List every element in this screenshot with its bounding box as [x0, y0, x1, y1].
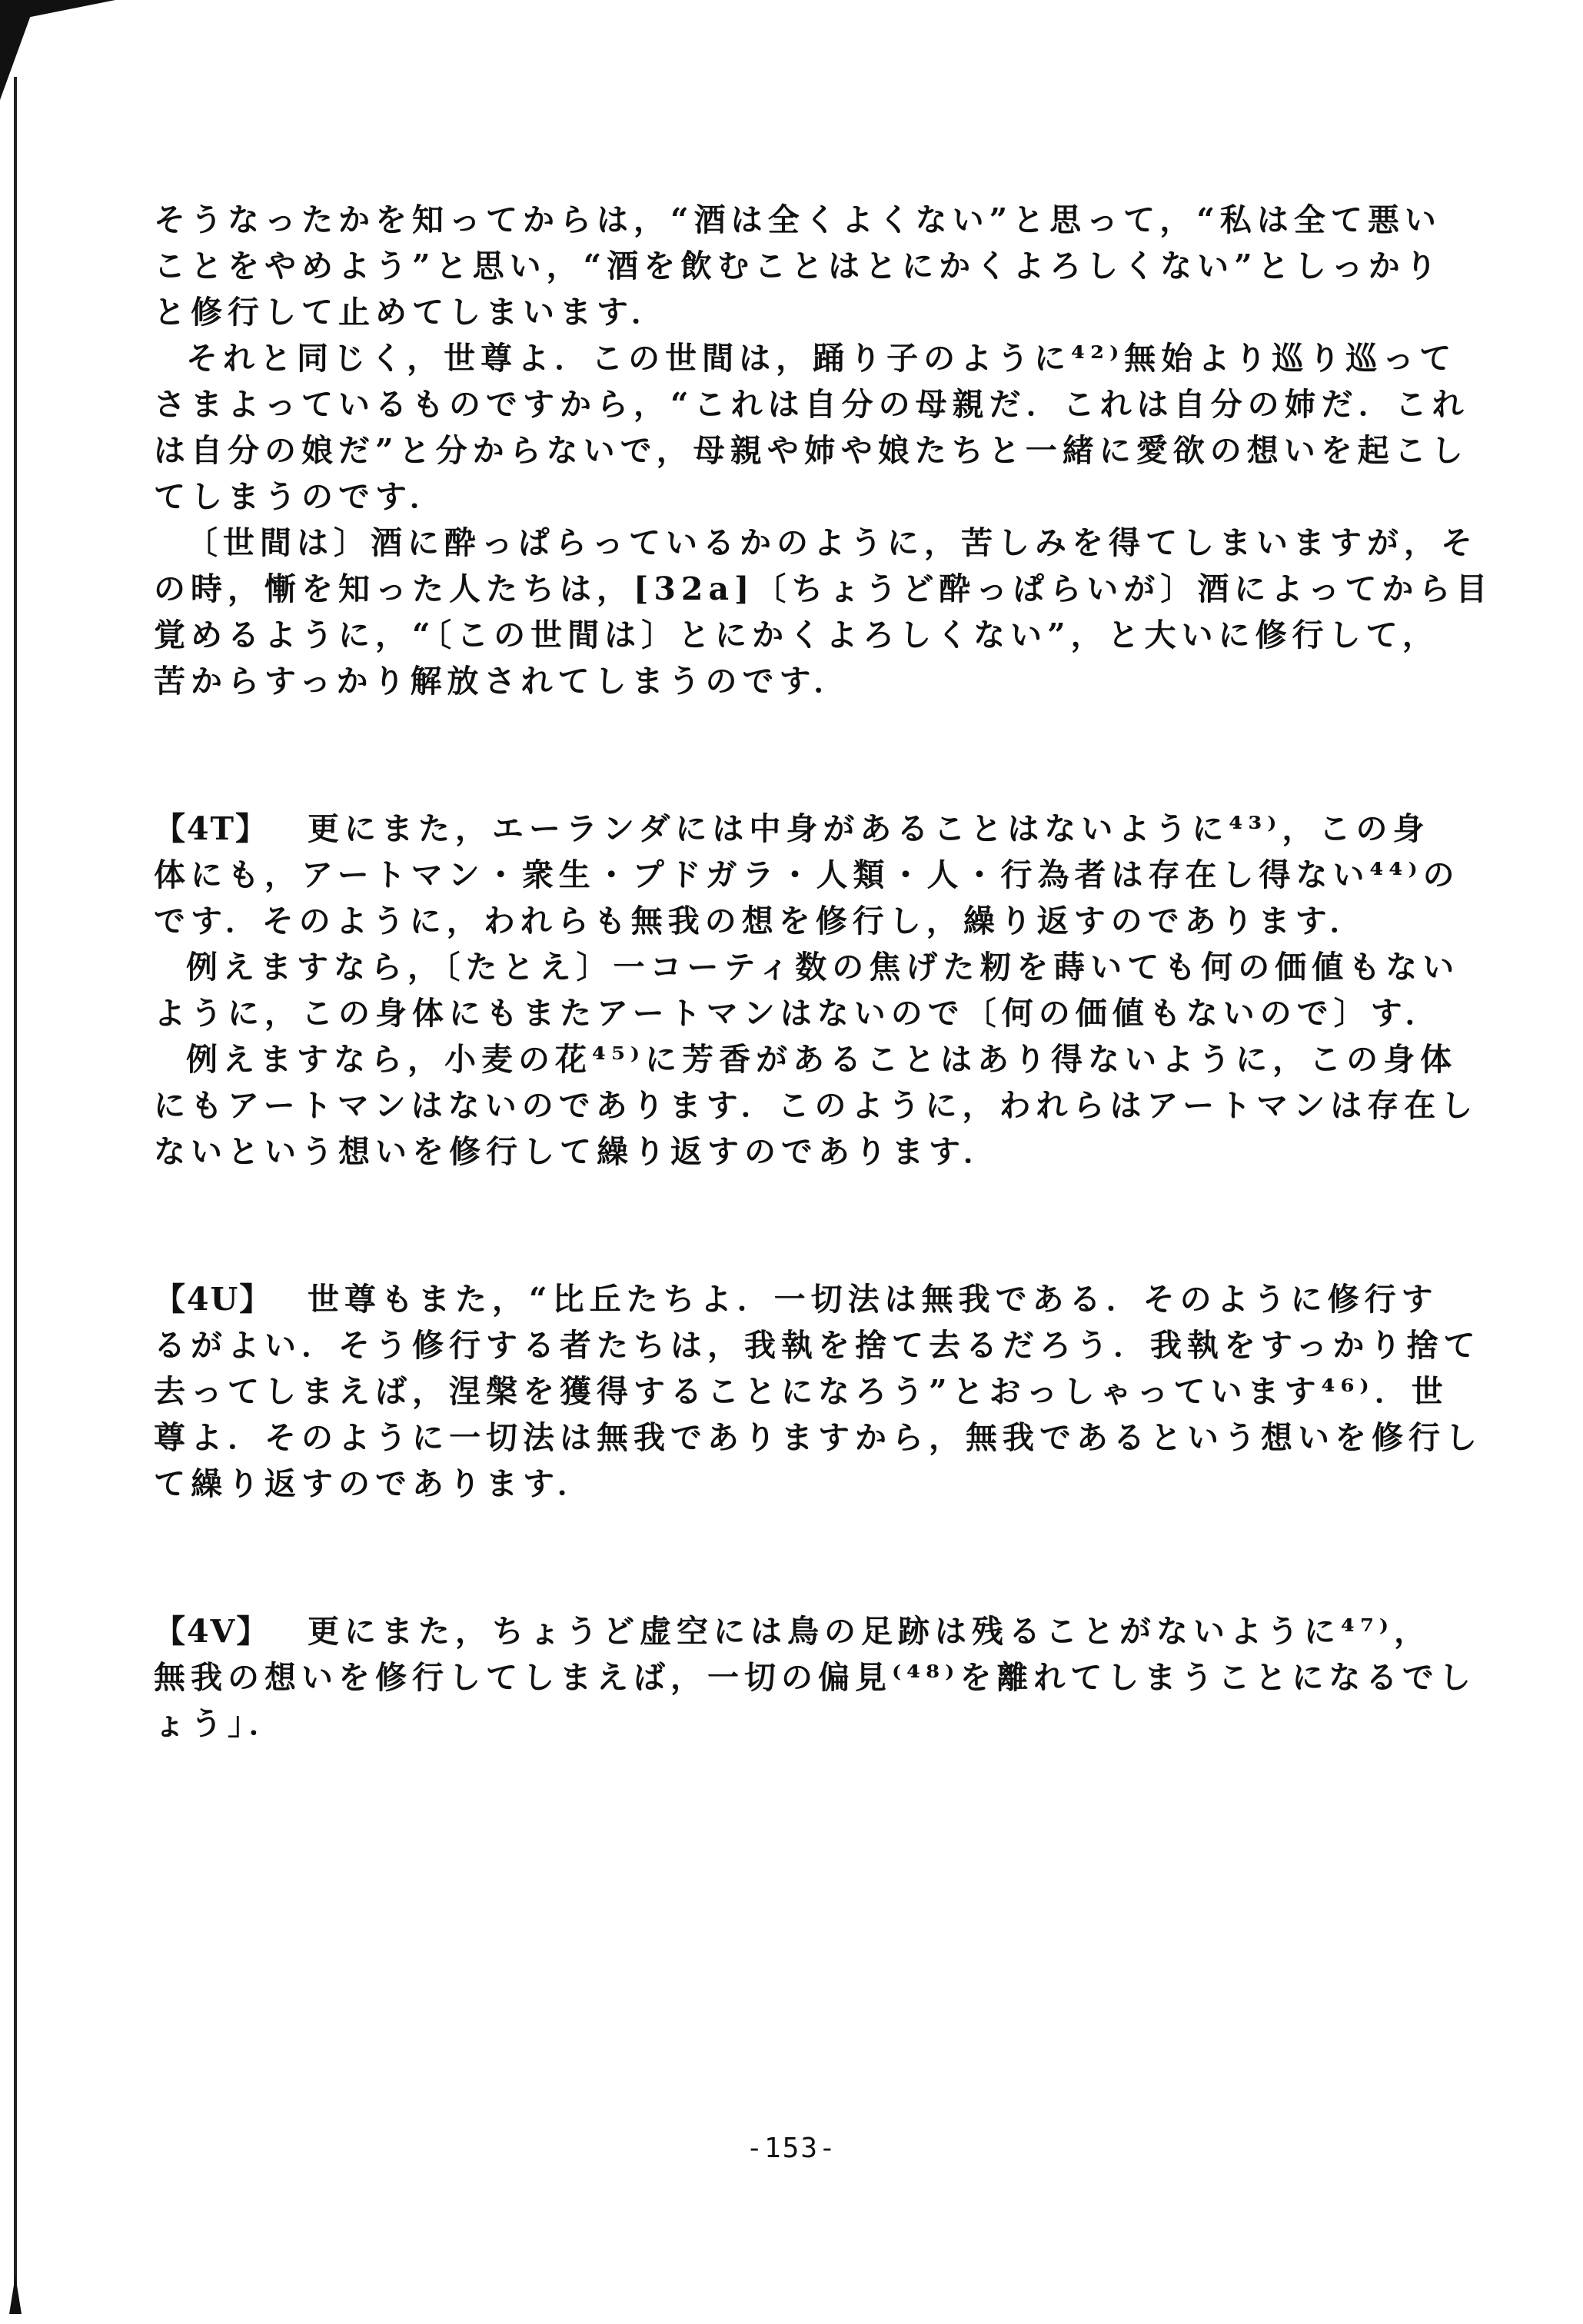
text-line: 更にまた，エーランダには中身があることはないように⁴³⁾，この身 — [308, 810, 1430, 847]
text-line: 去ってしまえば，涅槃を獲得することになろう”とおっしゃっています⁴⁶⁾．世 — [154, 1373, 1448, 1410]
text-line: 更にまた，ちょうど虚空には鳥の足跡は残ることがないように⁴⁷⁾， — [308, 1613, 1432, 1650]
text-line: 〔世間は〕酒に酔っぱらっているかのように，苦しみを得てしまいますが，そ — [186, 524, 1478, 561]
text-line: にもアートマンはないのであります．このように，われらはアートマンは存在し — [154, 1087, 1478, 1124]
text-line: てしまうのです． — [154, 478, 447, 515]
text-line: 覚めるように，“〔この世間は〕とにかくよろしくない”，と大いに修行して， — [154, 617, 1439, 653]
text-line: は自分の娘だ”と分からないで，母親や姉や娘たちと一緒に愛欲の想いを起こし — [154, 432, 1468, 469]
text-line: と修行して止めてしまいます． — [154, 294, 668, 331]
text-line: それと同じく，世尊よ．この世間は，踊り子のように⁴²⁾無始より巡り巡って — [186, 340, 1457, 377]
section-gap — [154, 1508, 1338, 1610]
text-line: さまよっているものですから，“これは自分の母親だ．これは自分の姉だ．これ — [154, 386, 1469, 423]
body-text — [154, 198, 1493, 1748]
section-label-4v: 【4V】 — [154, 1613, 270, 1650]
text-line: 体にも，アートマン・衆生・プドガラ・人類・人・行為者は存在し得ない⁴⁴⁾の — [154, 856, 1460, 893]
binding-edge-bottom — [9, 2276, 22, 2314]
text-line: 無我の想いを修行してしまえば，一切の偏見⁽⁴⁸⁾を離れてしまうことになるでし — [154, 1659, 1476, 1696]
section-4v-first-line — [154, 1610, 1432, 1656]
text-line: ように，この身体にもまたアートマンはないので〔何の価値もないので〕す． — [154, 995, 1442, 1032]
section-4t-first-line — [154, 807, 1430, 853]
text-line: 例えますなら，〔たとえ〕一コーティ数の焦げた籾を蒔いても何の価値もない — [186, 949, 1460, 986]
text-line: 尊よ．そのように一切法は無我でありますから，無我であるという想いを修行し — [154, 1419, 1482, 1456]
section-4u-first-line — [154, 1278, 1438, 1324]
text-line: ないという想いを修行して繰り返すのであります． — [154, 1133, 1000, 1170]
section-gap — [154, 706, 1338, 807]
text-line: 苦からすっかり解放されてしまうのです． — [154, 663, 851, 700]
text-line: ょう」． — [154, 1705, 286, 1742]
binding-edge-line — [14, 77, 17, 2291]
text-line: るがよい．そう修行する者たちは，我執を捨て去るだろう．我執をすっかり捨て — [154, 1327, 1481, 1364]
text-line: そうなったかを知ってからは，“酒は全くよくない”と思って，“私は全て悪い — [154, 201, 1442, 238]
section-label-4u: 【4U】 — [154, 1281, 273, 1318]
text-line: て繰り返すのであります． — [154, 1465, 594, 1502]
section-label-4t: 【4T】 — [154, 810, 269, 847]
text-line: の時，慚を知った人たちは，[32a]〔ちょうど酔っぱらいが〕酒によってから目 — [154, 570, 1493, 607]
section-gap — [154, 1176, 1338, 1278]
page-number: -153- — [746, 2133, 837, 2164]
text-line: です．そのように，われらも無我の想を修行し，繰り返すのであります． — [154, 903, 1367, 939]
text-line: 世尊もまた，“比丘たちよ．一切法は無我である．そのように修行す — [308, 1281, 1438, 1318]
text-line: ことをやめよう”と思い，“酒を飲むことはとにかくよろしくない”としっかり — [154, 248, 1442, 284]
text-line: 例えますなら，小麦の花⁴⁵⁾に芳香があることはあり得ないように，この身体 — [186, 1041, 1458, 1078]
